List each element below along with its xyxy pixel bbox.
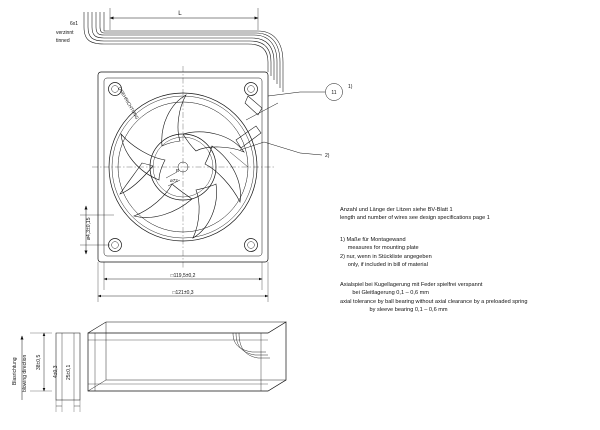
note-axial-en-1: axial tolerance by ball bearing without axial clearance by a preloaded spring [340, 298, 528, 305]
note-axial-de-2: bei Gleitlagerung 0,1 – 0,6 mm [340, 290, 429, 297]
note-block-footnotes [340, 236, 432, 270]
note-wires-de: Anzahl und Länge der Litzen siehe BV-Blatt 1 [340, 207, 453, 213]
label-hub-diameter: ø72 [170, 178, 178, 183]
note-axial-de-1: Axialspiel bei Kugellagerung mit Feder spielfrei verspannt [340, 282, 483, 288]
note-fn1-en: measures for mounting plate [340, 245, 419, 252]
fan-side-body [88, 322, 286, 391]
note-fn1-de: 1) Maße für Montagewand [340, 237, 406, 243]
mounting-hole-bl [109, 239, 122, 252]
wire-bundle [84, 12, 283, 92]
label-side-dim-3: 25±0,1 [66, 364, 72, 380]
dim-bottom [98, 262, 268, 302]
label-side-dim-2: 4±0,3 [53, 365, 59, 378]
label-length-L: L [178, 10, 182, 17]
label-wire-de: verzinnt [56, 30, 74, 36]
label-dim-outer: □121±0,3 [172, 290, 194, 296]
label-wire-count: 6x1 [70, 21, 79, 27]
note-block-axial-clearance [340, 281, 528, 315]
balloon-1-sup: 1) [348, 84, 353, 90]
mounting-hole-tr [245, 83, 258, 96]
note-fn2-en: only, if included in bill of material [340, 262, 428, 269]
balloon-1-label: 11 [331, 90, 337, 96]
note-axial-en-2: by sleeve bearing 0,1 – 0,6 mm [340, 307, 448, 314]
label-dim-inner: □119,5±0,2 [170, 273, 196, 279]
side-view-profile [56, 322, 286, 400]
label-hub-b: B [176, 168, 180, 173]
label-flow-en: blowing direction [22, 354, 28, 392]
label-wire-en: tinned [56, 38, 70, 44]
note-block-wires [340, 206, 490, 223]
label-flow-de: Blasrichtung [12, 357, 18, 385]
note-wires-en: length and number of wires see design specifications page 1 [340, 215, 490, 222]
dim-length-L [110, 8, 258, 30]
label-rotation-direction: DREHRICHTUNG [117, 86, 140, 121]
label-hole-diameter: ø4,3±0,15 [86, 217, 92, 240]
label-side-dim-1: 38±0,5 [36, 354, 42, 370]
balloon-2-label: 2) [325, 153, 330, 159]
mounting-hole-br [245, 239, 258, 252]
note-fn2-de: 2) nur, wenn in Stückliste angegeben [340, 253, 432, 260]
